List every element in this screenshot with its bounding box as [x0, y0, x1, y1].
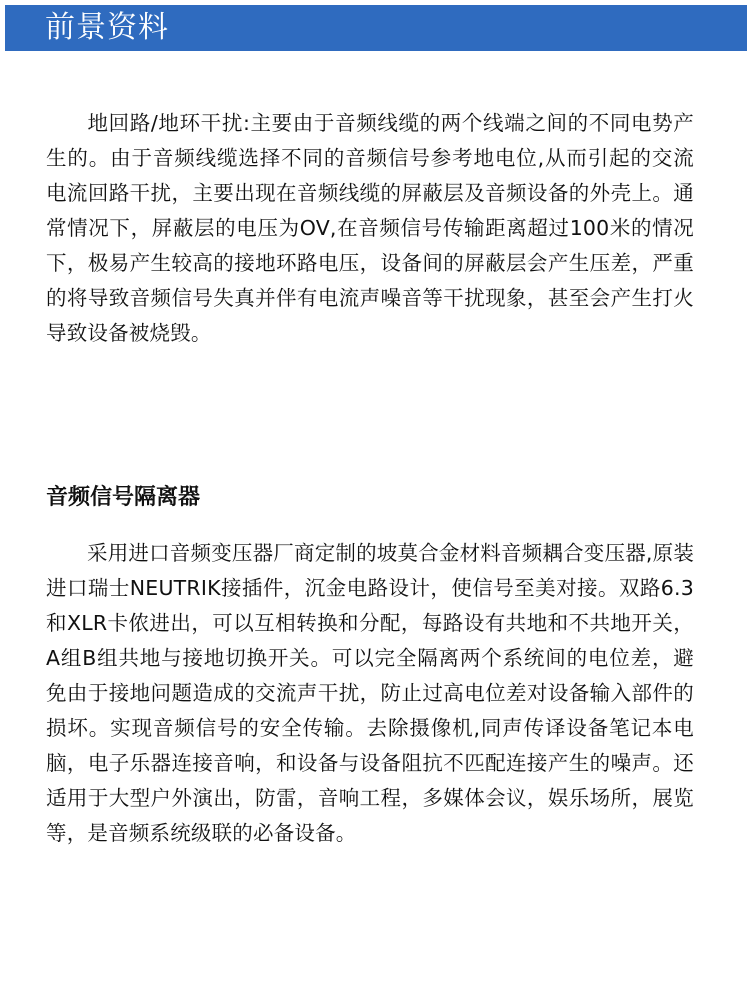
section-heading: 音频信号隔离器 — [46, 485, 201, 510]
section-paragraph-text: 采用进口音频变压器厂商定制的坡莫合金材料音频耦合变压器,原装进口瑞士NEUTRIK接插件，沉金电路设计，使信号至美对接。双路6.3和XLR卡侬进出，可以互相转换和分配，每路设有共地和不共地开关，A组B组共地与接地切换开关。可以完全隔离两个系统间的电位差，避免由于接地问题造成的交流声干扰，防止过高电位差对设备输入部件的损坏。实现音频信号的安全传输。去除摄像机,同声传译设备笔记本电脑，电子乐器连接音响，和设备与设备阻抗不匹配连接产生的噪声。还适用于大型户外演出，防雷，音响工程，多媒体会议，娱乐场所，展览等，是音频系统级联的必备设备。 — [46, 541, 695, 845]
page-title: 前景资料 — [45, 10, 169, 45]
intro-paragraph-text: 地回路/地环干扰:主要由于音频线缆的两个线端之间的不同电势产生的。由于音频线缆选择不同的音频信号参考地电位,从而引起的交流电流回路干扰，主要出现在音频线缆的屏蔽层及音频设备的外壳上。通常情况下，屏蔽层的电压为OV,在音频信号传输距离超过100米的情况下，极易产生较高的接地环路电压，设备间的屏蔽层会产生压差，严重的将导致音频信号失真并伴有电流声噪音等干扰现象，甚至会产生打火导致设备被烧毁。 — [46, 111, 694, 345]
header-bar — [5, 5, 747, 51]
section-paragraph — [46, 536, 694, 851]
intro-paragraph — [46, 106, 694, 351]
